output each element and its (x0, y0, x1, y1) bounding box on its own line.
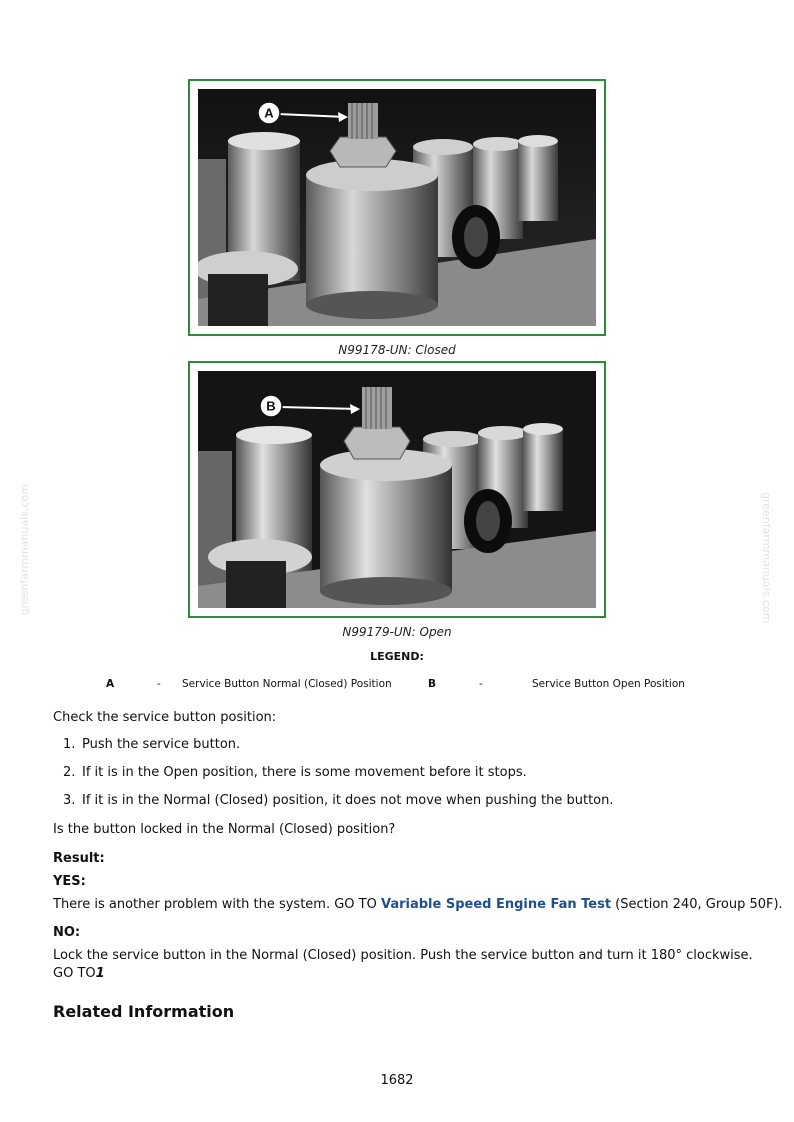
photo-service-button-closed (198, 89, 596, 326)
intro-text: Check the service button position: (53, 710, 277, 725)
step-1-number: 1. (63, 737, 76, 752)
legend-dash-a: - (157, 678, 161, 690)
page-number: 1682 (380, 1073, 414, 1088)
legend-title: LEGEND: (370, 650, 424, 663)
result-label: Result: (53, 851, 105, 866)
step-1-text: Push the service button. (82, 737, 241, 752)
no-label: NO: (53, 925, 81, 940)
figure-open-caption: N99179-UN: Open (342, 625, 452, 639)
figure-closed-caption: N99178-UN: Closed (338, 343, 456, 357)
callout-b-label: B (266, 398, 276, 414)
legend-text-a: Service Button Normal (Closed) Position (182, 678, 392, 690)
variable-speed-fan-test-link[interactable]: Variable Speed Engine Fan Test (380, 897, 612, 912)
yes-text-before: There is another problem with the system. GO TO (53, 897, 381, 912)
no-text-line1: Lock the service button in the Normal (Closed) position. Push the service button and turn it 180° clockwise. (53, 948, 753, 963)
figure-open (188, 361, 606, 618)
goto-prefix: GO TO (53, 966, 96, 981)
yes-text (53, 896, 783, 914)
step-2 (63, 765, 527, 780)
goto-reference[interactable]: 1 (95, 966, 105, 981)
related-information-heading: Related Information (53, 1002, 235, 1021)
watermark-right: greenfarmmanuals.com (760, 492, 773, 624)
legend-dash-b: - (479, 678, 483, 690)
legend-text-b: Service Button Open Position (532, 678, 685, 690)
legend-key-b: B (428, 678, 437, 690)
step-2-text: If it is in the Open position, there is some movement before it stops. (82, 765, 527, 780)
figure-closed (188, 79, 606, 336)
step-3-number: 3. (63, 793, 76, 808)
yes-text-after: (Section 240, Group 50F). (611, 897, 783, 912)
photo-service-button-open (198, 371, 596, 608)
yes-label: YES: (53, 874, 86, 889)
watermark-left: greenfarmmanuals.com (18, 484, 31, 616)
step-1 (63, 737, 240, 752)
step-3-text: If it is in the Normal (Closed) position, it does not move when pushing the button. (82, 793, 614, 808)
legend-key-a: A (106, 678, 115, 690)
no-text-line2 (53, 965, 105, 983)
question-text: Is the button locked in the Normal (Closed) position? (53, 822, 396, 837)
step-2-number: 2. (63, 765, 76, 780)
step-3 (63, 793, 614, 808)
callout-a-label: A (264, 105, 274, 121)
